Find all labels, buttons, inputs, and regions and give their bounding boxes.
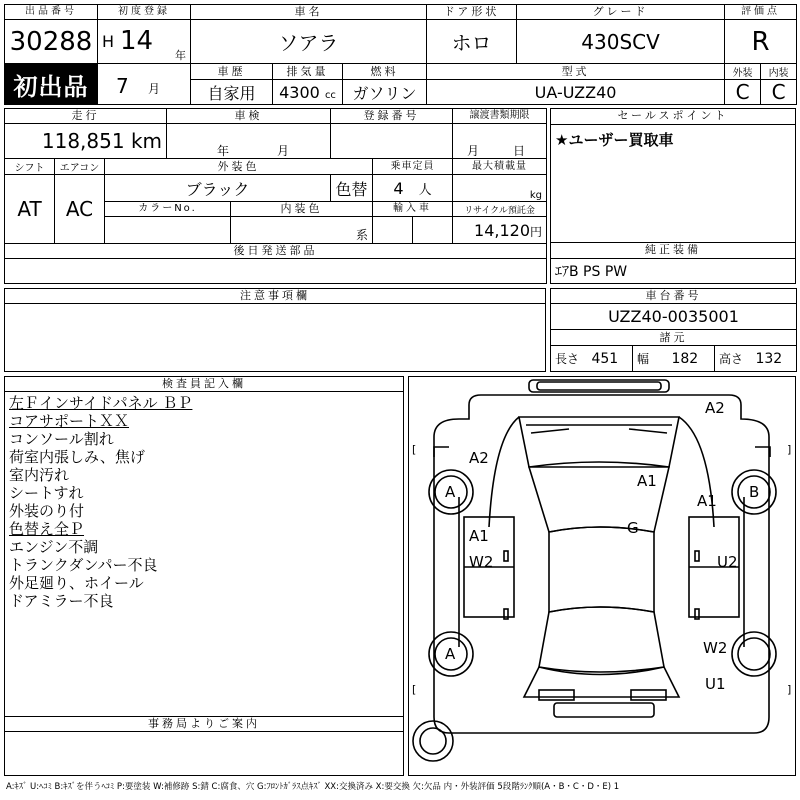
mark-left-rear-door: W2 (469, 553, 494, 571)
office-label: 事務局よりご案内 (5, 717, 404, 732)
grade-label: グレード (517, 5, 725, 20)
mark-right-door: U2 (717, 553, 738, 571)
mark-windshield: G (627, 519, 639, 537)
remark-line: 色替え全Ｐ (9, 520, 85, 538)
mark-front-bumper: A2 (705, 399, 725, 417)
mark-rear-bumper: U1 (705, 675, 726, 693)
later-parts-label: 後日発送部品 (5, 244, 547, 259)
remark-line: トランクダンパー不良 (9, 556, 158, 574)
first-listing-badge: 初出品 (5, 64, 98, 105)
seats-label: 乗車定員 (373, 159, 453, 175)
mark-left-rear-wheel: A (445, 645, 456, 663)
length: 長さ 451 (551, 345, 633, 371)
height: 高さ 132 (715, 345, 797, 371)
remark-line: 荷室内張しみ、焦げ (9, 448, 145, 466)
remark-line: 室内汚れ (9, 466, 70, 484)
ac-label: エアコン (55, 159, 105, 175)
svg-text:[: [ (412, 443, 417, 456)
mark-left-front-door: A1 (469, 527, 489, 545)
recycle-label: リサイクル預託金 (453, 202, 547, 217)
equipment: ｴｱB PS PW (551, 258, 796, 283)
mark-hood: A1 (637, 472, 657, 490)
selling-point: ★ユーザー買取車 (551, 124, 796, 242)
reg-no-label: 登録番号 (331, 109, 453, 124)
import-b (413, 217, 453, 244)
inspection-date: 年 月 (167, 124, 331, 159)
first-reg-year: H 14 年 (98, 20, 191, 64)
mark-left-front-wheel: A (445, 483, 456, 501)
shift: AT (5, 175, 55, 244)
grade: 430SCV (517, 20, 725, 64)
selling-point-table (550, 108, 796, 284)
remark-line: 左Ｆインサイドパネル ＢＰ (9, 394, 193, 412)
color-no-label: カラーNo. (105, 202, 231, 217)
shift-label: シフト (5, 159, 55, 175)
model: UA-UZZ40 (427, 80, 725, 105)
fuel-label: 燃料 (343, 64, 427, 80)
car-outline-svg (409, 377, 795, 775)
displacement-label: 排気量 (273, 64, 343, 80)
car-name-label: 車名 (191, 5, 427, 20)
header-table (4, 4, 797, 105)
chassis-label: 車台番号 (551, 289, 797, 304)
inspector-remarks (5, 392, 404, 717)
inspector-table (4, 376, 404, 776)
mileage: 118,851 km (5, 124, 167, 159)
color-change: 色替 (331, 175, 373, 202)
displacement: 4300 cc (273, 80, 343, 105)
legend-footer: A:ｷｽﾞ U:ﾍｺﾐ B:ｷｽﾞを伴うﾍｺﾐ P:要塗装 W:補修跡 S:錆 C:腐食、穴 G:ﾌﾛﾝﾄｶﾞﾗｽ点ｷｽﾞ XX:交換済み X:要交換 欠:欠品 内・外装評価 5段階ﾗﾝｸ順(A・B・C・D・E) 1 (6, 782, 620, 792)
svg-text:]: ] (787, 443, 792, 456)
office-body (5, 732, 404, 776)
score: R (725, 20, 797, 64)
remark-line: 外装のり付 (9, 502, 85, 520)
inspector-label: 検査員記入欄 (5, 377, 404, 392)
selling-point-label: セールスポイント (551, 109, 796, 125)
mark-left-front-fender: A2 (469, 449, 489, 467)
svg-text:]: ] (787, 683, 792, 696)
mark-right-rear-fender: W2 (703, 639, 728, 657)
chassis-no: UZZ40-0035001 (551, 304, 797, 330)
door: ホロ (427, 20, 517, 64)
load: kg (453, 175, 547, 202)
transfer-label: 譲渡書類期限 (453, 109, 547, 124)
equipment-label: 純正装備 (551, 242, 796, 258)
mark-right-front-wheel: B (749, 483, 760, 501)
import-a (373, 217, 413, 244)
seats: 4 人 (373, 175, 453, 202)
history: 自家用 (191, 80, 273, 105)
int-color-label: 内装色 (231, 202, 373, 217)
reg-no (331, 124, 453, 159)
inspection-label: 車検 (167, 109, 331, 124)
caution-label: 注意事項欄 (5, 289, 546, 304)
lot-no-label: 出品番号 (5, 5, 98, 20)
color-no (105, 217, 231, 244)
int-label: 内装 (761, 64, 797, 80)
fuel: ガソリン (343, 80, 427, 105)
remark-line: 外足廻り、ホイール (9, 574, 144, 592)
int-color: 系 (231, 217, 373, 244)
ac: AC (55, 175, 105, 244)
remark-line: エンジン不調 (9, 538, 99, 556)
width: 幅 182 (633, 345, 715, 371)
recycle: 14,120円 (453, 217, 547, 244)
car-name: ソアラ (191, 20, 427, 64)
vehicle-info-table (4, 108, 547, 284)
ext-label: 外装 (725, 64, 761, 80)
load-label: 最大積載量 (453, 159, 547, 175)
model-label: 型式 (427, 64, 725, 80)
import-label: 輸入車 (373, 202, 453, 217)
remark-line: コンソール割れ (9, 430, 114, 448)
color: ブラック (105, 175, 331, 202)
svg-text:[: [ (412, 683, 417, 696)
caution-table (4, 288, 546, 372)
first-reg-label: 初度登録 (98, 5, 191, 20)
score-label: 評価点 (725, 5, 797, 20)
remark-line: コアサポートＸＸ (9, 412, 130, 430)
mileage-label: 走行 (5, 109, 167, 124)
int-score: C (761, 80, 797, 105)
chassis-table (550, 288, 797, 372)
mark-right-front-fender: A1 (697, 492, 717, 510)
first-reg-month: 7 月 (98, 64, 191, 105)
remark-line: ドアミラー不良 (9, 592, 114, 610)
history-label: 車歴 (191, 64, 273, 80)
transfer-date: 月 日 (453, 124, 547, 159)
door-label: ドア形状 (427, 5, 517, 20)
color-label: 外装色 (105, 159, 373, 175)
dims-label: 諸元 (551, 330, 797, 345)
ext-score: C (725, 80, 761, 105)
lot-no: 30288 (5, 20, 98, 64)
remark-line: シートすれ (9, 484, 84, 502)
caution-body (5, 304, 546, 372)
car-diagram (408, 376, 796, 776)
later-parts (5, 259, 547, 284)
